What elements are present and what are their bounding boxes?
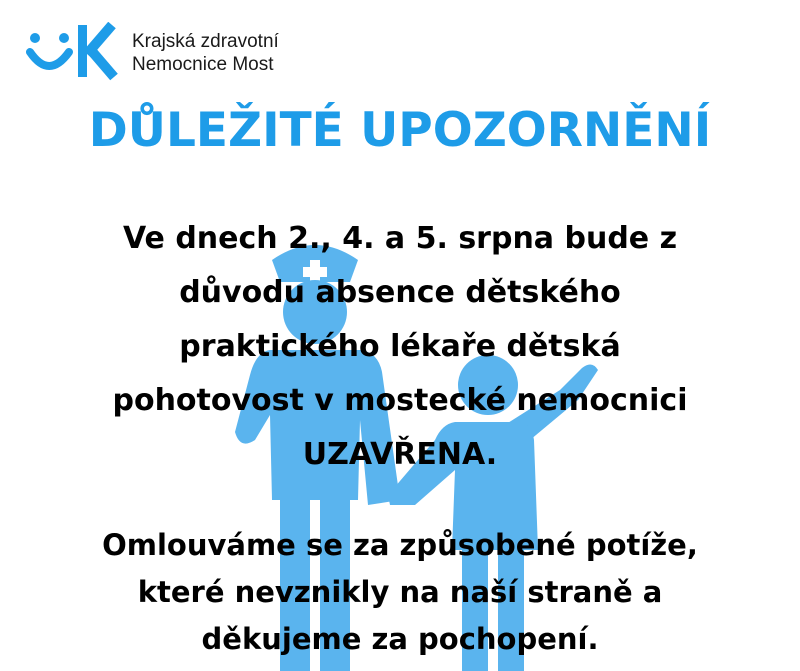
announcement-message bbox=[0, 212, 800, 663]
notice-line: Ve dnech 2., 4. a 5. srpna bude z bbox=[122, 221, 678, 256]
kzn-logo bbox=[26, 22, 346, 82]
uk-smile-logo-icon bbox=[26, 22, 126, 82]
notice-line: UZAVŘENA. bbox=[302, 437, 498, 472]
closure-notice bbox=[0, 212, 800, 482]
notice-line: praktického lékaře dětská bbox=[179, 329, 621, 364]
page-title: DŮLEŽITÉ UPOZORNĚNÍ bbox=[88, 103, 712, 158]
apology-notice bbox=[0, 522, 800, 663]
notice-line: důvodu absence dětského bbox=[179, 275, 621, 310]
notice-line: pohotovost v mostecké nemocnici bbox=[112, 383, 688, 418]
apology-line: děkujeme za pochopení. bbox=[201, 622, 599, 656]
logo-name-line2: Nemocnice Most bbox=[132, 54, 274, 75]
apology-line: Omlouváme se za způsobené potíže, bbox=[102, 528, 698, 562]
logo-name bbox=[132, 30, 279, 76]
logo-name-line1: Krajská zdravotní bbox=[132, 31, 279, 52]
apology-line: které nevznikly na naší straně a bbox=[137, 575, 663, 609]
